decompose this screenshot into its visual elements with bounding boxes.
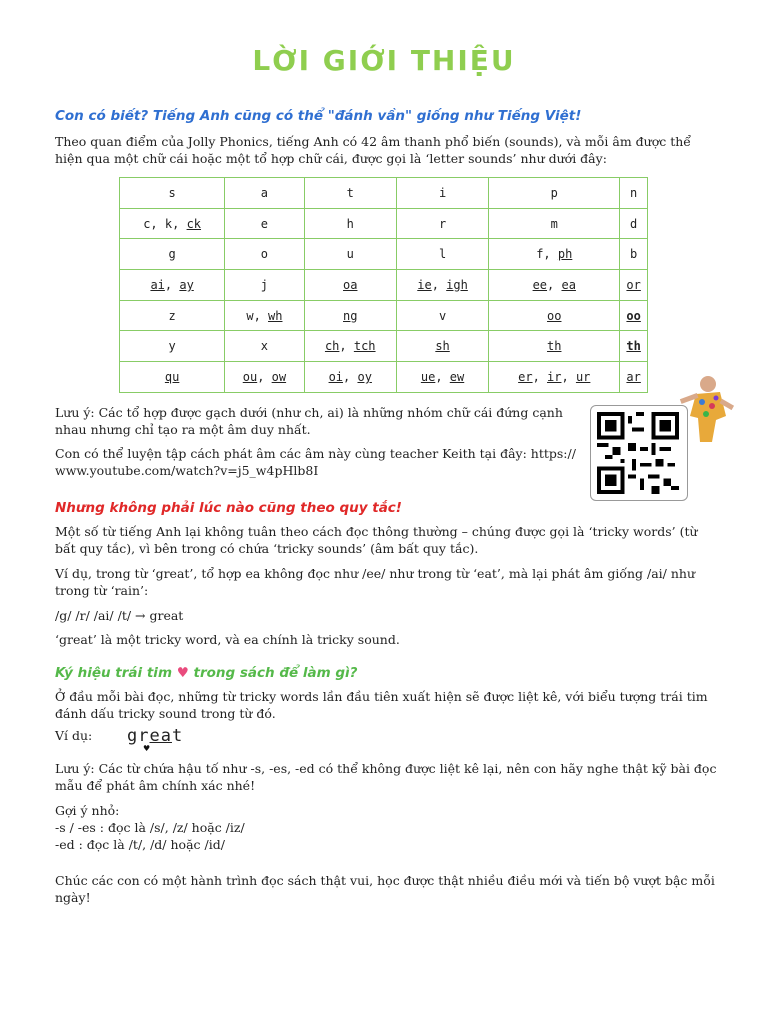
suffix-note: Lưu ý: Các từ chứa hậu tố như -s, -es, -ed có thể không được liệt kê lại, nên con hãy nghe thật kỹ bài đọc mẫu để phát âm chính xác nhé! <box>55 761 717 793</box>
letter-sound-cell: f, ph <box>489 239 620 270</box>
closing-message: Chúc các con có một hành trình đọc sách thật vui, học được thật nhiều điều mới và tiến bộ vượt bậc mỗi ngày! <box>55 873 715 905</box>
table-row <box>120 178 648 209</box>
letter-sound-cell: l <box>396 239 488 270</box>
letter-sound-cell: ng <box>304 300 396 331</box>
letter-sound-cell: er, ir, ur <box>489 362 620 393</box>
letter-sound-cell: o <box>225 239 304 270</box>
letter-sound-cell: i <box>396 178 488 209</box>
letter-sound-cell: b <box>620 239 648 270</box>
letter-sound-cell: sh <box>396 331 488 362</box>
table-row <box>120 270 648 301</box>
section-heading-did-you-know: Con có biết? Tiếng Anh cũng có thể "đánh vần" giống như Tiếng Việt! <box>55 108 582 124</box>
letter-sound-cell: e <box>225 208 304 239</box>
letter-sound-cell: c, k, ck <box>120 208 225 239</box>
table-row <box>120 239 648 270</box>
practice-link-text: Con có thể luyện tập cách phát âm các âm này cùng teacher Keith tại đây: https://www.youtube.com/watch?v=j5_w4pHlb8I <box>55 446 576 478</box>
letter-sound-cell: j <box>225 270 304 301</box>
letter-sound-cell: v <box>396 300 488 331</box>
letter-sound-cell: h <box>304 208 396 239</box>
heart-icon: ♥ <box>176 665 189 681</box>
hint-line-1: -s / -es : đọc là /s/, /z/ hoặc /iz/ <box>55 820 245 835</box>
page-title: LỜI GIỚI THIỆU <box>252 44 516 77</box>
underline-note: Lưu ý: Các tổ hợp được gạch dưới (như ch, ai) là những nhóm chữ cái đứng cạnh nhau nhưng chỉ tạo ra một âm duy nhất. <box>55 405 563 437</box>
letter-sound-cell: qu <box>120 362 225 393</box>
letter-sound-cell: w, wh <box>225 300 304 331</box>
section-heading-heart: Ký hiệu trái tim ♥ trong sách để làm gì? <box>55 665 358 681</box>
letter-sound-cell: t <box>304 178 396 209</box>
letter-sound-cell: n <box>620 178 648 209</box>
heart-explanation: Ở đầu mỗi bài đọc, những từ tricky words lần đầu tiên xuất hiện sẽ được liệt kê, với biểu tượng trái tim đánh dấu tricky sound trong từ đó. <box>55 689 708 721</box>
table-row <box>120 300 648 331</box>
letter-sound-cell: or <box>620 270 648 301</box>
example-label: Ví dụ: <box>55 728 93 743</box>
letter-sound-cell: d <box>620 208 648 239</box>
letter-sound-cell: ch, tch <box>304 331 396 362</box>
letter-sound-cell: oa <box>304 270 396 301</box>
example-word: great <box>127 726 184 746</box>
great-example-paragraph: Ví dụ, trong từ ‘great’, tổ hợp ea không đọc như /ee/ như trong từ ‘eat’, mà lại phát âm giống /ai/ như trong từ ‘rain’: <box>55 566 695 598</box>
hint-title: Gợi ý nhỏ: <box>55 803 120 818</box>
phoneme-sequence: /g/ /r/ /ai/ /t/ → great <box>55 608 184 623</box>
letter-sounds-table <box>119 177 648 393</box>
table-row <box>120 208 648 239</box>
table-row <box>120 362 648 393</box>
tricky-sound-summary: ‘great’ là một tricky word, và ea chính là tricky sound. <box>55 632 400 647</box>
letter-sound-cell: s <box>120 178 225 209</box>
letter-sound-cell: g <box>120 239 225 270</box>
section-heading-rules: Nhưng không phải lúc nào cũng theo quy tắc! <box>55 500 402 516</box>
letter-sound-cell: ie, igh <box>396 270 488 301</box>
tricky-words-paragraph: Một số từ tiếng Anh lại không tuân theo cách đọc thông thường – chúng được gọi là ‘tricky words’ (từ bất quy tắc), vì bên trong có chứa ‘tricky sounds’ (âm bất quy tắc). <box>55 524 698 556</box>
letter-sound-cell: th <box>489 331 620 362</box>
intro-paragraph: Theo quan điểm của Jolly Phonics, tiếng Anh có 42 âm thanh phổ biến (sounds), và mỗi âm được thể hiện qua một chữ cái hoặc một tổ hợp chữ cái, được gọi là ‘letter sounds’ như dưới đây: <box>55 134 691 166</box>
letter-sound-cell: oi, oy <box>304 362 396 393</box>
letter-sound-cell: a <box>225 178 304 209</box>
letter-sound-cell: y <box>120 331 225 362</box>
letter-sound-cell: p <box>489 178 620 209</box>
letter-sound-cell: z <box>120 300 225 331</box>
letter-sound-cell: ar <box>620 362 648 393</box>
letter-sound-cell: u <box>304 239 396 270</box>
letter-sound-cell: th <box>620 331 648 362</box>
letter-sound-cell: ee, ea <box>489 270 620 301</box>
letter-sound-cell: r <box>396 208 488 239</box>
letter-sound-cell: oo <box>620 300 648 331</box>
qr-code-icon[interactable] <box>590 405 688 501</box>
hint-line-2: -ed : đọc là /t/, /d/ hoặc /id/ <box>55 837 225 852</box>
small-heart-icon: ♥ <box>143 744 151 753</box>
letter-sound-cell: m <box>489 208 620 239</box>
table-row <box>120 331 648 362</box>
letter-sound-cell: ou, ow <box>225 362 304 393</box>
letter-sound-cell: ai, ay <box>120 270 225 301</box>
letter-sound-cell: oo <box>489 300 620 331</box>
letter-sound-cell: ue, ew <box>396 362 488 393</box>
letter-sound-cell: x <box>225 331 304 362</box>
